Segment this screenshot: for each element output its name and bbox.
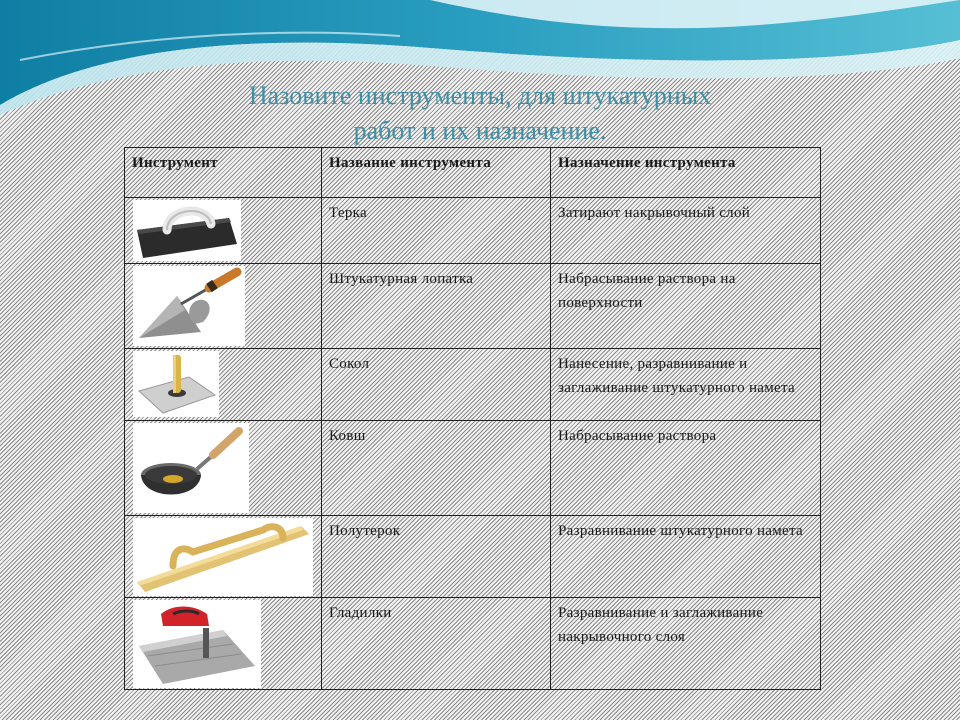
smoothing-trowel-icon [133,600,261,688]
tool-purpose: Разравнивание и заглаживание накрывочного слоя [551,598,821,690]
column-header-name: Название инструмента [322,148,551,198]
plaster-trowel-icon [133,266,245,346]
tool-image-cell [125,516,322,598]
grater-icon [133,200,241,261]
tool-purpose: Нанесение, разравнивание и заглаживание штукатурного намета [551,349,821,421]
slide-title [160,78,800,148]
hawk-icon [133,351,219,417]
tool-image-cell [125,349,322,421]
slide-title-line-1: Назовите инструменты, для штукатурных [248,81,712,110]
column-header-purpose: Назначение инструмента [551,148,821,198]
table-row [125,598,821,690]
ladle-icon [133,423,249,513]
slide-title-line-2: работ и их назначение. [353,116,607,145]
tool-name: Сокол [322,349,551,421]
tool-image-cell [125,598,322,690]
table-row [125,516,821,598]
tool-purpose: Набрасывание раствора на поверхности [551,264,821,349]
tool-name: Полутерок [322,516,551,598]
tools-table [124,147,821,690]
table-row [125,421,821,516]
tool-image-cell [125,198,322,264]
tool-purpose: Затирают накрывочный слой [551,198,821,264]
table-header-row [125,148,821,198]
tool-image-cell [125,264,322,349]
table-row [125,198,821,264]
tool-name: Штукатурная лопатка [322,264,551,349]
tool-name: Ковш [322,421,551,516]
table-row [125,264,821,349]
long-float-icon [133,518,313,596]
tool-purpose: Разравнивание штукатурного намета [551,516,821,598]
tool-image-cell [125,421,322,516]
tool-purpose: Набрасывание раствора [551,421,821,516]
column-header-tool: Инструмент [125,148,322,198]
tool-name: Гладилки [322,598,551,690]
tool-name: Терка [322,198,551,264]
table-row [125,349,821,421]
